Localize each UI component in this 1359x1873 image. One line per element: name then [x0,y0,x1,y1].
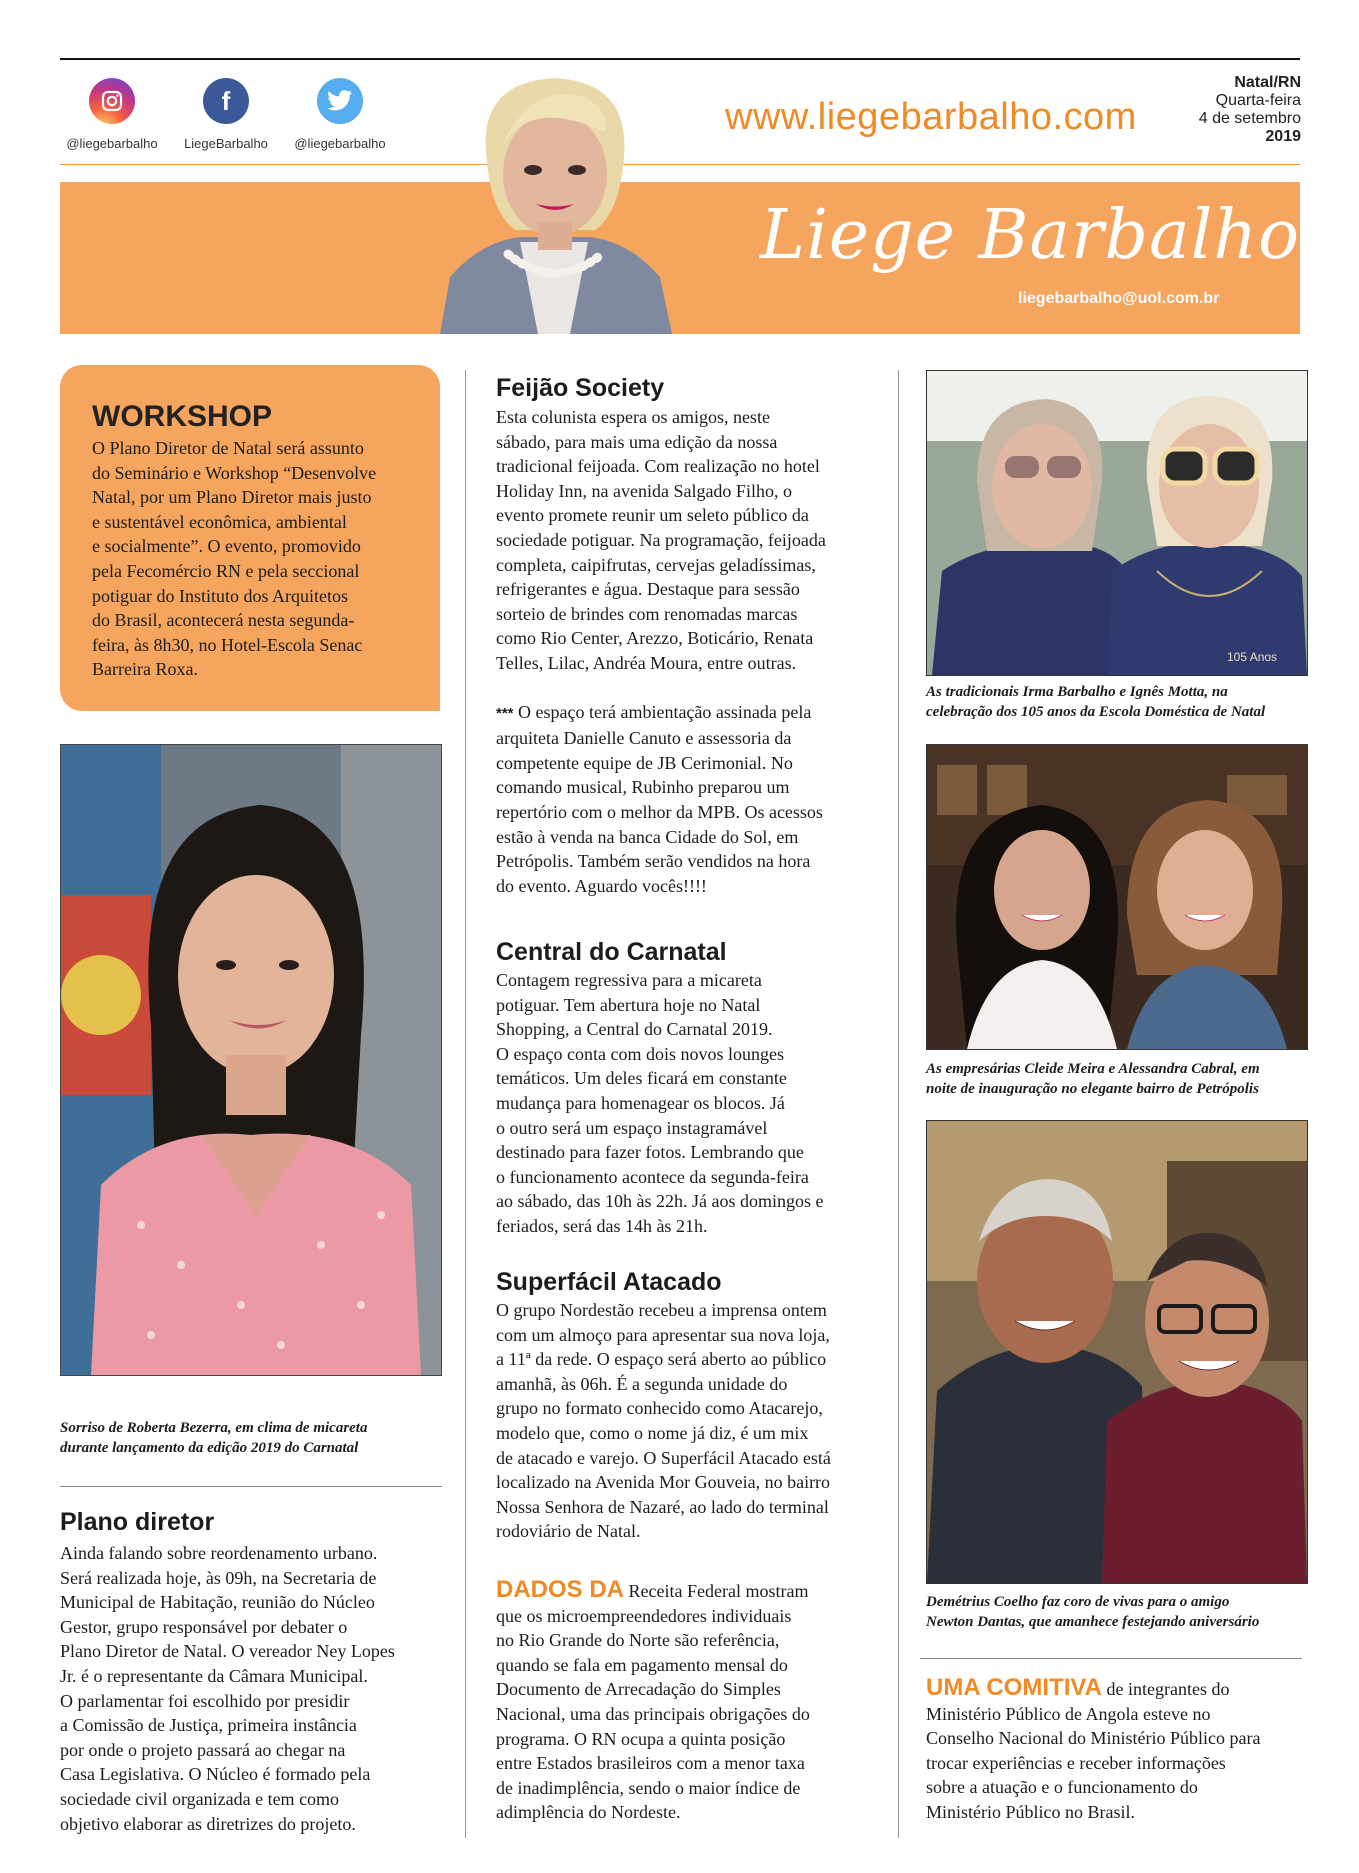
photo-demetrius-newton [926,1120,1308,1584]
instagram-icon [89,78,135,124]
comitiva-kicker: UMA COMITIVA [926,1674,1102,1701]
dados-kicker: DADOS DA [496,1576,625,1603]
dados-text: DADOS DA Receita Federal mostram que os microempreendedores individuais no Rio Grande do Norte são referência, quando se fala em pagamento mensal do Documento de Arrecadação do Simples Nacional, uma das principais obrigações do programa. O RN ocupa a quinta posição entre Estados brasileiros com a menor taxa de inadimplência, sendo o maior índice de adimplência do Nordeste. [496,1576,810,1823]
workshop-text: O Plano Diretor de Natal será assunto do Seminário e Workshop “Desenvolve Natal, por um Plano Diretor mais justo e sustentável econômica, ambiental e socialmente”. O evento, promovido pela Fecomércio RN e pela seccional potiguar do Instituto dos Arquitetos do Brasil, acontecerá nesta segunda- feira, às 8h30, no Hotel-Escola Senac Barreira Roxa. [92,438,377,680]
column-divider-left [465,370,466,1838]
edition-info [1199,74,1301,146]
feijao-title: Feijão Society [496,374,665,402]
column-divider-right [898,370,899,1838]
site-url[interactable]: www.liegebarbalho.com [725,96,1137,138]
workshop-title: WORKSHOP [92,400,272,433]
date: 4 de setembro [1198,110,1301,127]
header-top-rule [60,58,1300,60]
facebook-handle: LiegeBarbalho [184,136,268,151]
columnist-email[interactable]: liegebarbalho@uol.com.br [1018,290,1220,307]
instagram-handle: @liegebarbalho [66,136,158,151]
superfacil-title: Superfácil Atacado [496,1268,722,1296]
facebook-icon: f [203,78,249,124]
photo-cleide-alessandra [926,744,1308,1050]
superfacil-text: O grupo Nordestão recebeu a imprensa ontem com um almoço para apresentar sua nova loja, a 11ª da rede. O espaço será aberto ao público amanhã, às 06h. É a segunda unidade do grupo no formato conhecido como Atacarejo, modelo que, como o nome já diz, é um mix de atacado e varejo. O Superfácil Atacado está localizado na Avenida Mor Gouveia, no bairro Nossa Senhora de Nazaré, ao lado do terminal rodoviário de Natal. [496,1300,831,1542]
comitiva-text: UMA COMITIVA de integrantes do Ministério Público de Angola esteve no Conselho Nacional do Ministério Público para trocar experiências e receber informações sobre a atuação e o funcionamento do Ministério Público no Brasil. [926,1674,1261,1822]
left-section-rule [60,1486,442,1487]
right-section-rule [920,1658,1302,1659]
plano-text: Ainda falando sobre reordenamento urbano. Será realizada hoje, às 09h, na Secretaria de Municipal de Habitação, reunião do Núcleo Gestor, grupo responsável por debater o Plano Diretor de Natal. O vereador Ney Lopes Jr. é o representante da Câmara Municipal. O parlamentar foi escolhido por presidir a Comissão de Justiça, primeira instância por onde o projeto passará ao chegar na Casa Legislativa. O Núcleo é formado pela sociedade civil organizada e tem como objetivo elaborar as diretrizes do projeto. [60,1543,395,1834]
photo-roberta-bezerra [60,744,442,1376]
columnist-name: Liege Barbalho [760,196,1301,275]
caption-photo3: Demétrius Coelho faz coro de vivas para o amigo Newton Dantas, que amanhece festejando aniversário [926,1594,1260,1630]
caption-roberta: Sorriso de Roberta Bezerra, em clima de micareta durante lançamento da edição 2019 do Carnatal [60,1420,368,1456]
carnatal-title: Central do Carnatal [496,938,727,966]
twitter-icon [317,78,363,124]
photo-shirt-text: 105 Anos [1227,650,1278,664]
carnatal-text: Contagem regressiva para a micareta potiguar. Tem abertura hoje no Natal Shopping, a Central do Carnatal 2019. O espaço conta com dois novos lounges temáticos. Um deles ficará em constante mudança para homenagear os blocos. Já o outro será um espaço instagramável destinado para fazer fotos. Lembrando que o funcionamento acontece da segunda-feira ao sábado, das 10h às 22h. Já aos domingos e feriados, será das 14h às 21h. [496,970,824,1236]
feijao-text: Esta colunista espera os amigos, neste sábado, para mais uma edição da nossa tradicional feijoada. Com realização no hotel Holiday Inn, na avenida Salgado Filho, o evento promete reunir um seleto público da sociedade potiguar. Na programação, feijoada completa, caipifrutas, cervejas geladíssimas, refrigerantes e água. Destaque para sessão sorteio de brindes com renomadas marcas como Rio Center, Arezzo, Boticário, Renata Telles, Lilac, Andréa Moura, entre outras. *** O espaço terá ambientação assinada pela arquiteta Danielle Canuto e assessoria da competente equipe de JB Cerimonial. No comando musical, Rubinho preparou um repertório com o melhor da MPB. Os acessos estão à venda na banca Cidade do Sol, em Petrópolis. Também serão vendidos na hora do evento. Aguardo vocês!!!! [496,407,826,896]
plano-title: Plano diretor [60,1508,215,1536]
year: 2019 [1265,128,1301,145]
weekday: Quarta-feira [1215,92,1301,109]
social-twitter[interactable] [270,78,410,151]
caption-photo1: As tradicionais Irma Barbalho e Ignês Motta, na celebração dos 105 anos da Escola Doméstica de Natal [926,684,1266,720]
caption-photo2: As empresárias Cleide Meira e Alessandra Cabral, em noite de inauguração no elegante bairro de Petrópolis [926,1061,1260,1097]
city: Natal/RN [1234,74,1301,91]
columnist-portrait [420,62,690,334]
twitter-handle: @liegebarbalho [294,136,386,151]
photo-irma-ignes [926,370,1308,676]
